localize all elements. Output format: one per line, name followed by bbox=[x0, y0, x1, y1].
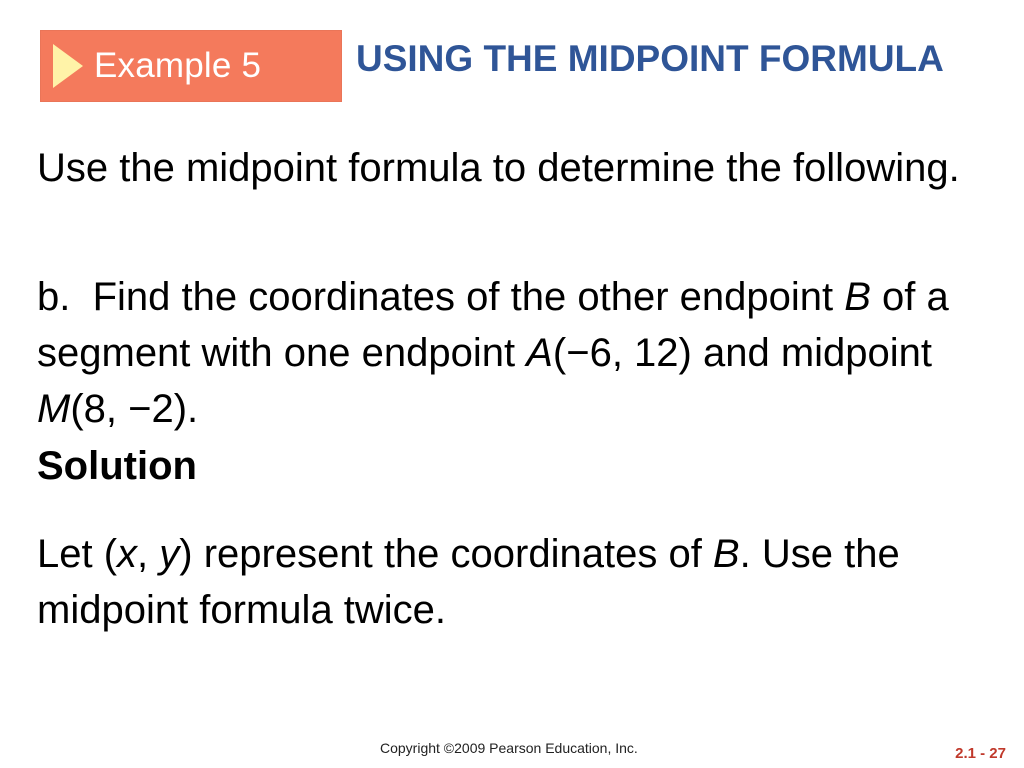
example-label: Example 5 bbox=[94, 46, 262, 85]
variable-x: x bbox=[117, 532, 138, 576]
variable-m: M bbox=[37, 387, 71, 431]
variable-a: A bbox=[526, 331, 553, 375]
variable-b: B bbox=[844, 275, 871, 319]
problem-text bbox=[37, 269, 997, 437]
part-label: b. bbox=[37, 275, 71, 319]
example-badge bbox=[40, 30, 342, 102]
solution-segment: Let ( bbox=[37, 532, 118, 576]
solution-heading: Solution bbox=[37, 444, 197, 488]
intro-text: Use the midpoint formula to determine the following. bbox=[37, 146, 960, 190]
play-triangle-icon bbox=[53, 44, 83, 88]
variable-b: B bbox=[712, 532, 740, 576]
solution-segment: . Use the midpoint formula twice. bbox=[37, 532, 900, 632]
copyright-notice: Copyright ©2009 Pearson Education, Inc. bbox=[380, 740, 638, 756]
solution-text bbox=[37, 526, 997, 638]
problem-segment: of a segment with one endpoint bbox=[37, 275, 949, 375]
problem-segment: (−6, 12) and midpoint bbox=[552, 331, 933, 375]
solution-segment: , bbox=[137, 532, 160, 576]
problem-segment: (8, −2). bbox=[70, 387, 199, 431]
problem-segment: Find the coordinates of the other endpoint bbox=[92, 275, 845, 319]
variable-y: y bbox=[159, 532, 180, 576]
page-number: 2.1 - 27 bbox=[955, 745, 1006, 762]
slide-title: USING THE MIDPOINT FORMULA bbox=[356, 38, 944, 79]
solution-segment: ) represent the coordinates of bbox=[179, 532, 713, 576]
